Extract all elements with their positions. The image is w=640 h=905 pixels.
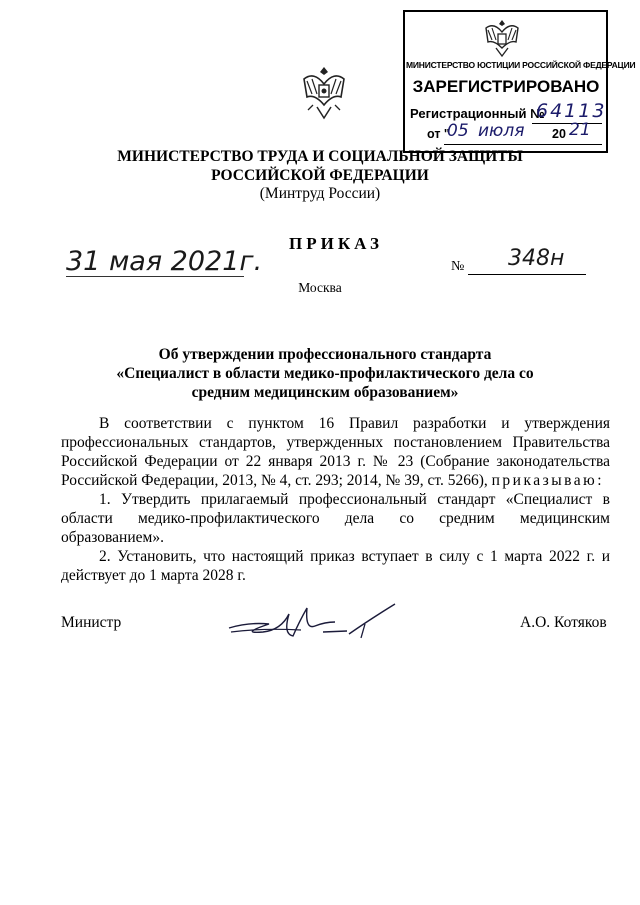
stamp-date-year-printed: 20 <box>552 127 566 141</box>
order-date: 31 мая 2021г. <box>66 246 263 277</box>
stamp-date-prefix: от " <box>427 127 450 141</box>
ministry-line-2: РОССИЙСКОЙ ФЕДЕРАЦИИ <box>211 167 429 184</box>
subject-line-1: Об утверждении профессионального стандарта <box>158 346 492 363</box>
signer-name: А.О. Котяков <box>520 614 607 631</box>
stamp-reg-label: Регистрационный № <box>410 106 545 121</box>
body-paragraph-basis <box>61 414 610 490</box>
order-date-line <box>66 276 244 277</box>
order-number: 348н <box>508 246 565 271</box>
stamp-reg-line <box>532 123 602 124</box>
body-paragraph-effective: 2. Установить, что настоящий приказ вступает в силу с 1 марта 2022 г. и действует до 1 марта 2028 г. <box>61 548 610 584</box>
order-number-line <box>468 274 586 275</box>
ministry-line-1: МИНИСТЕРСТВО ТРУДА И СОЦИАЛЬНОЙ ЗАЩИТЫ <box>117 148 523 165</box>
coat-of-arms-icon <box>478 14 526 62</box>
ministry-name <box>0 147 640 185</box>
signer-title: Министр <box>61 614 122 631</box>
body-paragraph-approve: 1. Утвердить прилагаемый профессиональный стандарт «Специалист в области медико-профилактического дела со средним медицинским образованием». <box>61 491 610 546</box>
order-body <box>61 414 610 585</box>
subject-line-2: «Специалист в области медико-профилактического дела со средним медицинским образованием» <box>116 365 534 401</box>
stamp-date-year-hand: 21 <box>569 120 591 140</box>
stamp-date-month: июля <box>478 121 525 141</box>
order-subject <box>90 345 560 402</box>
stamp-ministry: МИНИСТЕРСТВО ЮСТИЦИИ РОССИЙСКОЙ ФЕДЕРАЦИИ <box>406 60 636 70</box>
body-paragraph-basis-text: В соответствии с пунктом 16 Правил разработки и утверждения профессиональных стандартов, утвержденных постановлением Правительства Российской Федерации от 22 января 2013 г. № 23 (Собрание законодательства Российской Федерации, 2013, № 4, ст. 293; 2014, № 39, ст. 5266), <box>61 415 610 489</box>
stamp-date-line <box>444 144 602 145</box>
coat-of-arms-icon <box>298 63 350 123</box>
body-order-verb: приказываю: <box>491 472 605 489</box>
ministry-short-name: (Минтруд России) <box>259 185 381 202</box>
handwritten-signature <box>225 598 405 646</box>
order-title: ПРИКАЗ <box>289 234 383 253</box>
stamp-status: ЗАРЕГИСТРИРОВАНО <box>412 77 600 96</box>
order-city: Москва <box>298 280 342 295</box>
stamp-date-day: 05 <box>447 121 469 141</box>
stamp-reg-number: 64113 <box>536 100 607 122</box>
order-number-label: № <box>451 259 465 274</box>
